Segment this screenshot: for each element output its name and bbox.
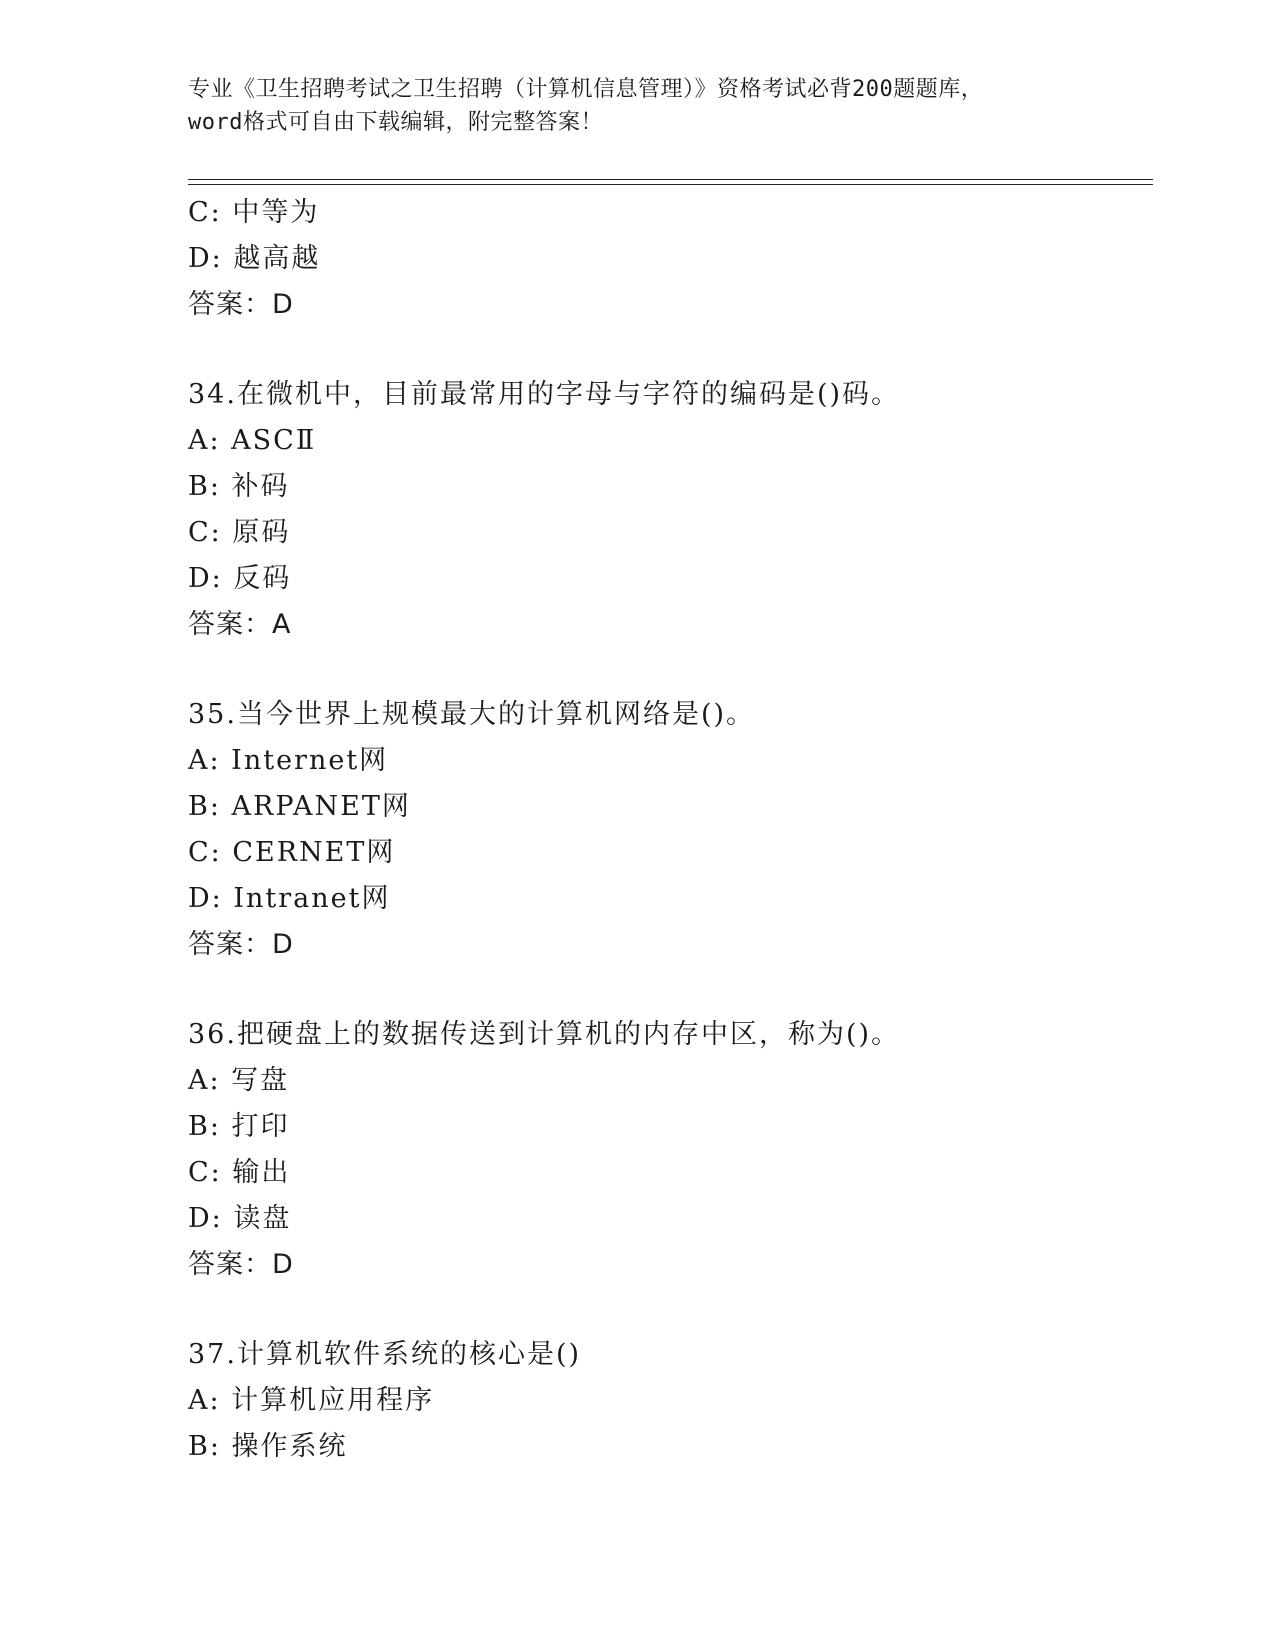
option-d: D: 反码 (188, 563, 292, 594)
question-37 (188, 1332, 1148, 1470)
question-stem: 34.在微机中，目前最常用的字母与字符的编码是()码。 (188, 379, 901, 410)
option-d: D: 越高越 (188, 243, 321, 274)
question-34 (188, 372, 1148, 648)
spacer (188, 1288, 1148, 1332)
option-d: D: Intranet网 (188, 883, 391, 914)
spacer (188, 648, 1148, 692)
question-stem: 35.当今世界上规模最大的计算机网络是()。 (188, 699, 756, 730)
question-stem: 36.把硬盘上的数据传送到计算机的内存中区，称为()。 (188, 1019, 901, 1050)
question-stem: 37.计算机软件系统的核心是() (188, 1339, 582, 1370)
spacer (188, 328, 1148, 372)
option-a: A: ASCⅡ (188, 425, 317, 456)
option-b: B: 补码 (188, 471, 290, 502)
header-line-2: word格式可自由下载编辑，附完整答案！ (188, 110, 603, 135)
question-36 (188, 1012, 1148, 1288)
option-c: C: 输出 (188, 1157, 291, 1188)
answer: 答案：A (188, 609, 292, 640)
option-b: B: 操作系统 (188, 1431, 348, 1462)
spacer (188, 968, 1148, 1012)
option-b: B: ARPANET网 (188, 791, 411, 822)
option-a: A: 计算机应用程序 (188, 1385, 435, 1416)
question-33-continued (188, 190, 1148, 328)
option-a: A: 写盘 (188, 1065, 290, 1096)
option-c: C: CERNET网 (188, 837, 396, 868)
document-header (188, 73, 1088, 139)
option-d: D: 读盘 (188, 1203, 292, 1234)
answer: 答案：D (188, 1249, 294, 1280)
answer: 答案：D (188, 929, 294, 960)
header-line-1: 专业《卫生招聘考试之卫生招聘（计算机信息管理）》资格考试必背200题题库， (188, 77, 984, 102)
option-b: B: 打印 (188, 1111, 290, 1142)
question-list (188, 190, 1148, 1470)
answer: 答案：D (188, 289, 294, 320)
header-rule-bottom (188, 184, 1153, 185)
option-c: C: 原码 (188, 517, 291, 548)
header-rule-top (188, 179, 1153, 180)
question-35 (188, 692, 1148, 968)
option-c: C: 中等为 (188, 197, 320, 228)
option-a: A: Internet网 (188, 745, 389, 776)
